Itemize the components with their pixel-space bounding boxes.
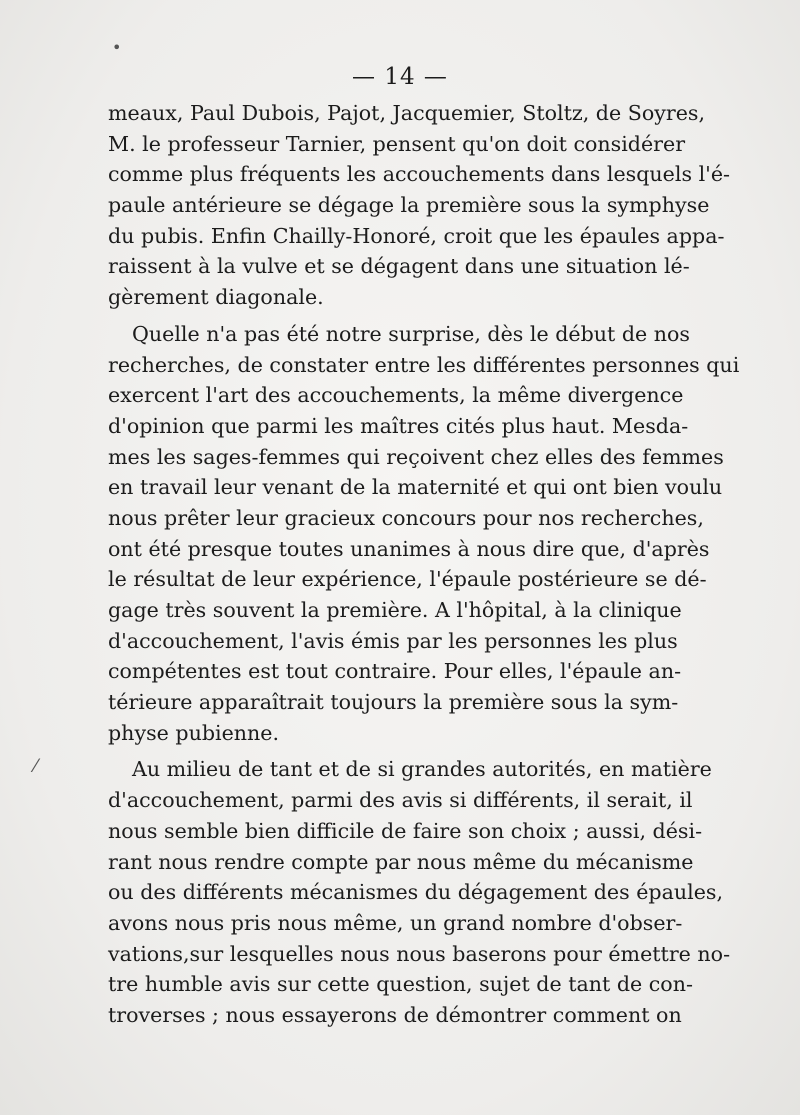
text-line: avons nous pris nous même, un grand nombre d'obser- — [108, 910, 683, 935]
text-line: nous semble bien difficile de faire son choix ; aussi, dési- — [108, 818, 703, 843]
text-line: recherches, de constater entre les différentes personnes qui — [108, 352, 740, 377]
text-line: d'opinion que parmi les maîtres cités plus haut. Mesda- — [108, 413, 689, 438]
text-line: M. le professeur Tarnier, pensent qu'on doit considérer — [108, 131, 686, 156]
paragraph-1 — [108, 98, 730, 313]
text-line: compétentes est tout contraire. Pour elles, l'épaule an- — [108, 659, 682, 684]
text-line: ou des différents mécanismes du dégagement des épaules, — [108, 880, 724, 905]
text-line: raissent à la vulve et se dégagent dans une situation lé- — [108, 254, 690, 279]
text-line: d'accouchement, l'avis émis par les personnes les plus — [108, 628, 678, 653]
text-line: ont été presque toutes unanimes à nous dire que, d'après — [108, 536, 710, 561]
text-line: physe pubienne. — [108, 720, 280, 745]
text-line: meaux, Paul Dubois, Pajot, Jacquemier, Stoltz, de Soyres, — [108, 101, 705, 125]
text-line: comme plus fréquents les accouchements dans lesquels l'é- — [108, 162, 730, 187]
text-line: le résultat de leur expérience, l'épaule postérieure se dé- — [108, 567, 707, 592]
body-text — [108, 98, 740, 1031]
text-line: rant nous rendre compte par nous même du mécanisme — [108, 849, 694, 874]
page-number: — 14 — — [352, 64, 448, 90]
text-line: vations,sur lesquelles nous nous baserons pour émettre no- — [108, 941, 731, 966]
margin-speck: • — [112, 38, 122, 57]
text-line: Quelle n'a pas été notre surprise, dès le début de nos — [132, 321, 691, 346]
text-line: en travail leur venant de la maternité et qui ont bien voulu — [108, 475, 723, 500]
text-line: paule antérieure se dégage la première sous la symphyse — [108, 193, 710, 218]
margin-tick-mark: ⁄ — [34, 756, 38, 777]
text-line: d'accouchement, parmi des avis si différents, il serait, il — [108, 788, 693, 813]
text-line: nous prêter leur gracieux concours pour nos recherches, — [108, 505, 704, 530]
text-line: térieure apparaîtrait toujours la première sous la sym- — [108, 690, 679, 715]
text-line: tre humble avis sur cette question, sujet de tant de con- — [108, 972, 693, 997]
text-line: exercent l'art des accouchements, la même divergence — [108, 383, 684, 408]
text-line: troverses ; nous essayerons de démontrer comment on — [108, 1002, 682, 1027]
text-line: gèrement diagonale. — [108, 285, 324, 310]
text-line: du pubis. Enfin Chailly-Honoré, croit que les épaules appa- — [108, 223, 725, 248]
text-line: gage très souvent la première. A l'hôpital, à la clinique — [108, 598, 682, 622]
text-line: Au milieu de tant et de si grandes autorités, en matière — [132, 757, 712, 782]
text-line: mes les sages-femmes qui reçoivent chez elles des femmes — [108, 444, 724, 469]
paragraph-3 — [108, 754, 731, 1030]
paragraph-2 — [108, 319, 740, 749]
